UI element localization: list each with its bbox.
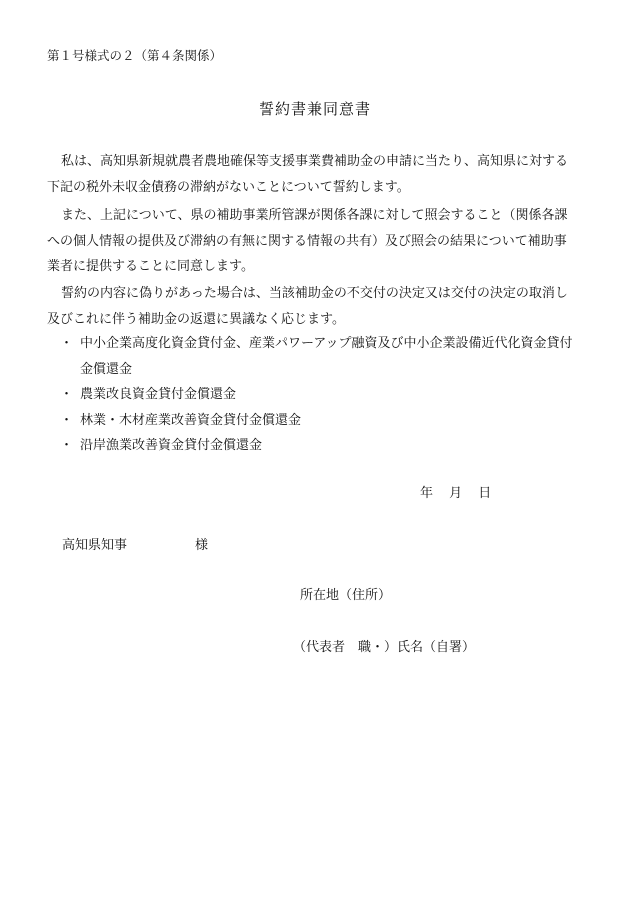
list-item-text: 金償還金 (80, 361, 133, 377)
list-item-text: 農業改良資金貸付金償還金 (80, 387, 237, 402)
paragraph-refund (47, 281, 587, 332)
paragraph-line: 下記の税外未収金債務の滞納がないことについて誓約します。 (47, 179, 410, 195)
name-label: （代表者 職・）氏名（自署） (293, 640, 476, 655)
paragraph-line: 誓約の内容に偽りがあった場合は、当該補助金の不交付の決定又は交付の決定の取消し (61, 286, 568, 301)
bullet-mark: ・ (60, 336, 74, 351)
list-item-text: 中小企業高度化資金貸付金、産業パワーアップ融資及び中小企業設備近代化資金貸付 (80, 336, 573, 351)
list-item-text: 沿岸漁業改善資金貸付金償還金 (80, 438, 263, 453)
date-line: 年 月 日 (420, 486, 492, 501)
paragraph-oath (47, 149, 587, 200)
paragraph-line: 私は、高知県新規就農者農地確保等支援事業費補助金の申請に当たり、高知県に対する (61, 154, 569, 169)
address-label: 所在地（住所） (300, 588, 392, 603)
list-item (60, 408, 590, 434)
form-number: 第１号様式の２（第４条関係） (47, 48, 223, 63)
bullet-mark: ・ (60, 438, 74, 453)
list-item (60, 382, 590, 408)
honorific: 様 (195, 538, 209, 553)
bullet-mark: ・ (60, 412, 74, 428)
bullet-mark: ・ (60, 387, 74, 402)
list-item (60, 331, 590, 382)
paragraph-line: 業者に提供することに同意します。 (47, 259, 254, 274)
list-item (60, 433, 590, 459)
paragraph-line: また、上記について、県の補助事業所管課が関係各課に対して照会すること（関係各課 (61, 208, 568, 223)
paragraph-line: への個人情報の提供及び滞納の有無に関する情報の共有）及び照会の結果について補助事 (47, 233, 567, 249)
debt-list (60, 331, 590, 459)
addressee: 高知県知事 (62, 538, 128, 553)
addressee-line (62, 534, 208, 553)
paragraph-line: 及びこれに伴う補助金の返還に異議なく応じます。 (47, 311, 345, 327)
paragraph-consent (47, 203, 587, 280)
document-title: 誓約書兼同意書 (258, 100, 371, 118)
list-item-text: 林業・木材産業改善資金貸付金償還金 (80, 412, 302, 428)
